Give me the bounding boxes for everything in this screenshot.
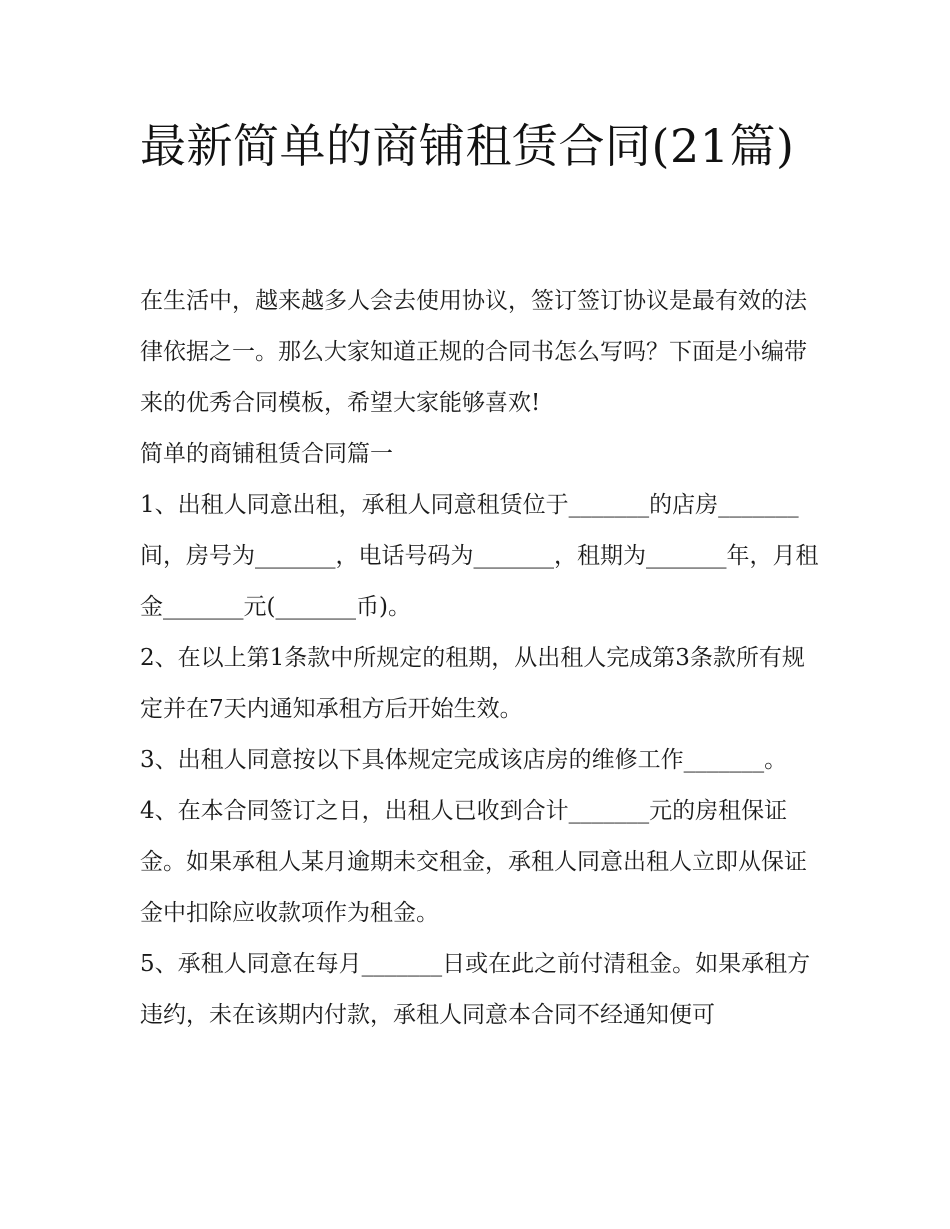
clause-4: 4、在本合同签订之日，出租人已收到合计_______元的房租保证金。如果承租人某月逾期未交租金，承租人同意出租人立即从保证金中扣除应收款项作为租金。 [140,798,807,926]
clause-3: 3、出租人同意按以下具体规定完成该店房的维修工作_______。 [140,747,788,773]
clause-5: 5、承租人同意在每月_______日或在此之前付清租金。如果承租方违约，未在该期内付款，承租人同意本合同不经通知便可 [140,951,811,1028]
intro-paragraph: 在生活中，越来越多人会去使用协议，签订签订协议是最有效的法律依据之一。那么大家知道正规的合同书怎么写吗？下面是小编带来的优秀合同模板，希望大家能够喜欢! [140,288,807,416]
document-title: 最新简单的商铺租赁合同(21篇) [140,119,795,173]
clause-1: 1、出租人同意出租，承租人同意租赁位于_______的店房_______间，房号为_______，电话号码为_______，租期为_______年，月租金_______元(_______币)。 [140,492,819,620]
section-heading: 简单的商铺租赁合同篇一 [140,441,393,467]
document-body [140,276,820,1041]
clause-2: 2、在以上第1条款中所规定的租期，从出租人完成第3条款所有规定并在7天内通知承租方后开始生效。 [140,645,805,722]
